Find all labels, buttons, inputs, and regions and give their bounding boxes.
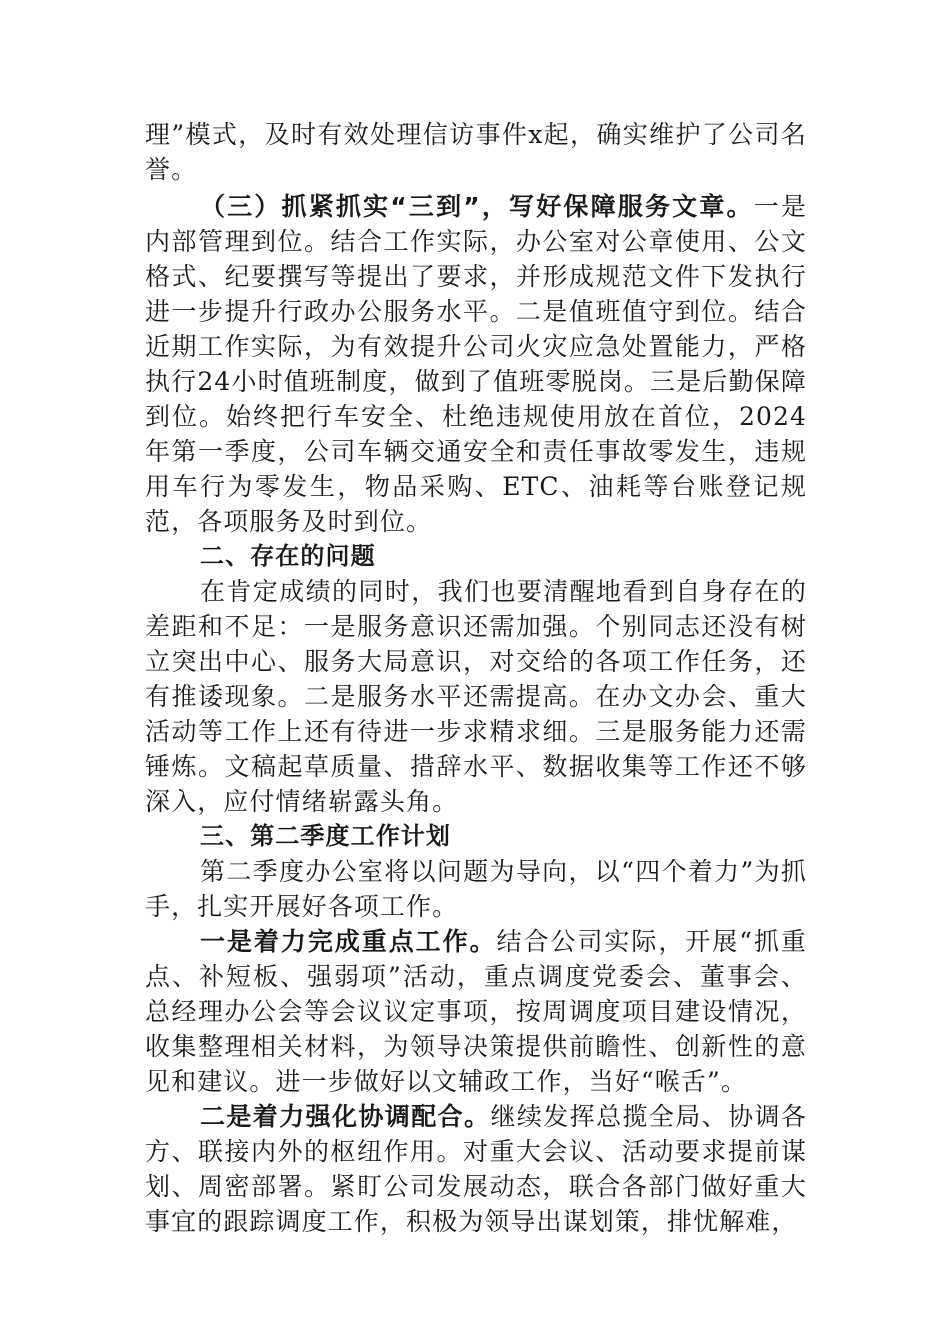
paragraph-continuation <box>145 117 807 187</box>
paragraph-lead-heading: 一是着力完成重点工作。 <box>200 927 497 956</box>
paragraph-lead-heading: （三）抓紧抓实“三到”，写好保障服务文章。 <box>200 192 754 221</box>
paragraph-text: 继续发挥总揽全局、协调各方、联接内外的枢纽作用。对重大会议、活动要求提前谋划、周密部署。紧盯公司发展动态，联合各部门做好重大事宜的跟踪调度工作，积极为领导出谋划策，排忧解难， <box>145 1102 807 1236</box>
paragraph-q2-intro <box>145 854 807 924</box>
paragraph-logistics-service <box>145 189 807 539</box>
paragraph-key-work <box>145 924 807 1099</box>
paragraph-text: 一是内部管理到位。结合工作实际，办公室对公章使用、公文格式、纪要撰写等提出了要求，并形成规范文件下发执行进一步提升行政办公服务水平。二是值班值守到位。结合近期工作实际，为有效提升公司火灾应急处置能力，严格执行24小时值班制度，做到了值班零脱岗。三是后勤保障到位。始终把行车安全、杜绝违规使用放在首位，2024年第一季度，公司车辆交通安全和责任事故零发生，违规用车行为零发生，物品采购、ETC、油耗等台账登记规范，各项服务及时到位。 <box>145 192 808 536</box>
section-heading-problems: 二、存在的问题 <box>200 542 376 570</box>
paragraph-text: 理”模式，及时有效处理信访事件x起，确实维护了公司名誉。 <box>145 120 807 184</box>
paragraph-text: 在肯定成绩的同时，我们也要清醒地看到自身存在的差距和不足：一是服务意识还需加强。个别同志还没有树立突出中心、服务大局意识，对交给的各项工作任务，还有推诿现象。二是服务水平还需提高。在办文办会、重大活动等工作上还有待进一步求精求细。三是服务能力还需锤炼。文稿起草质量、措辞水平、数据收集等工作还不够深入，应付情绪崭露头角。 <box>145 577 807 816</box>
paragraph-text: 第二季度办公室将以问题为导向，以“四个着力”为抓手，扎实开展好各项工作。 <box>145 857 807 921</box>
document-body <box>145 117 807 1239</box>
paragraph-text: 结合公司实际，开展“抓重点、补短板、强弱项”活动，重点调度党委会、董事会、总经理办公会等会议议定事项，按周调度项目建设情况，收集整理相关材料，为领导决策提供前瞻性、创新性的意见和建议。进一步做好以文辅政工作，当好“喉舌”。 <box>145 927 807 1096</box>
paragraph-coordination <box>145 1099 807 1239</box>
paragraph-lead-heading: 二是着力强化协调配合。 <box>200 1102 491 1131</box>
paragraph-problems <box>145 574 807 819</box>
section-heading-q2-plan: 三、第二季度工作计划 <box>200 822 451 850</box>
